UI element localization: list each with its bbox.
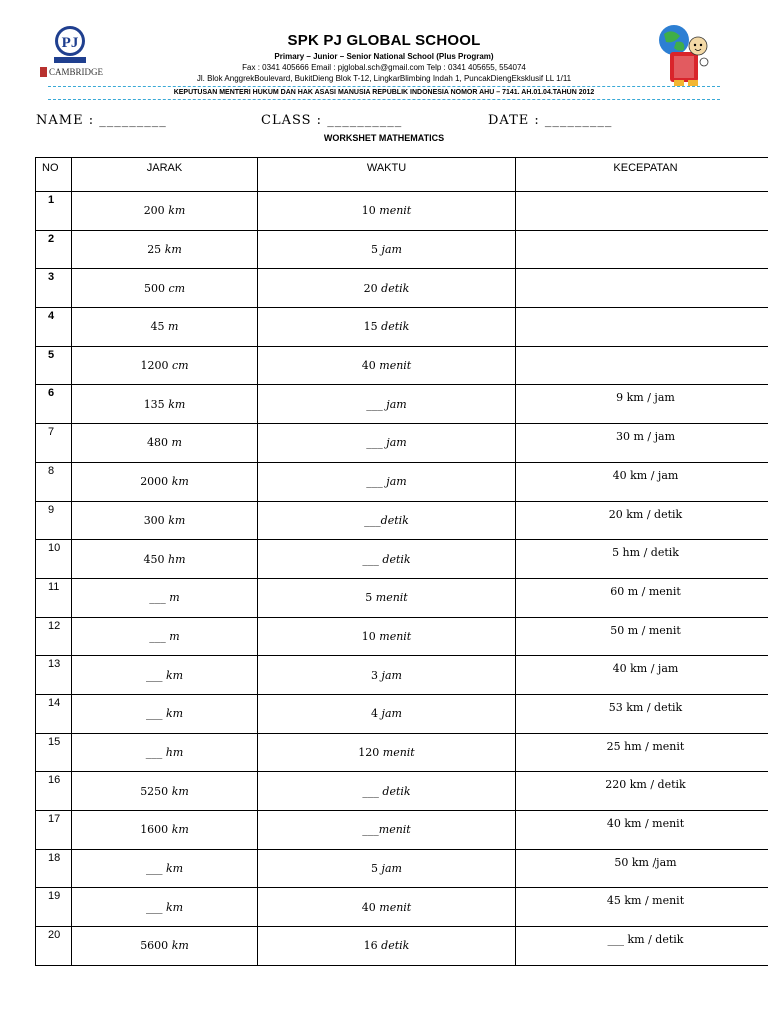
- school-contact: Fax : 0341 405666 Email : pjglobal.sch@gmail.com Telp : 0341 405655, 554074: [242, 63, 526, 72]
- jarak-unit: km: [164, 243, 182, 257]
- jarak-value: 480: [147, 436, 172, 450]
- waktu-cell[interactable]: [258, 230, 516, 269]
- row-number: 10: [36, 540, 72, 579]
- waktu-value: ___: [362, 552, 383, 566]
- jarak-unit: cm: [171, 359, 189, 373]
- jarak-value: 5250: [140, 784, 172, 798]
- waktu-unit: jam: [381, 243, 402, 257]
- jarak-unit: km: [171, 823, 189, 837]
- worksheet-rows: [36, 192, 768, 966]
- table-row: [36, 269, 768, 308]
- class-field[interactable]: CLASS : __________: [261, 113, 403, 128]
- waktu-value: 4: [371, 707, 382, 721]
- jarak-unit: cm: [168, 281, 186, 295]
- waktu-value: ___: [362, 784, 383, 798]
- jarak-value: ___: [149, 591, 170, 605]
- waktu-cell[interactable]: [258, 578, 516, 617]
- waktu-value: 120: [358, 745, 383, 759]
- table-row: [36, 811, 768, 850]
- waktu-value: 5: [371, 243, 382, 257]
- waktu-cell[interactable]: [258, 772, 516, 811]
- waktu-value: ___: [366, 436, 387, 450]
- header-jarak: JARAK: [72, 158, 258, 192]
- waktu-cell[interactable]: [258, 927, 516, 966]
- decree-text: KEPUTUSAN MENTERI HUKUM DAN HAK ASASI MANUSIA REPUBLIK INDONESIA NOMOR AHU – 7141. AH.01.04.TAHUN 2012: [173, 89, 595, 96]
- school-program: Primary – Junior – Senior National School (Plus Program): [274, 52, 494, 61]
- waktu-value: 10: [361, 629, 380, 643]
- jarak-value: 1200: [140, 359, 172, 373]
- kecepatan-cell[interactable]: 45 km / menit: [516, 888, 768, 927]
- jarak-cell[interactable]: [72, 385, 258, 424]
- kecepatan-cell[interactable]: [516, 308, 768, 347]
- jarak-unit: km: [168, 397, 186, 411]
- waktu-cell[interactable]: [258, 694, 516, 733]
- jarak-cell[interactable]: [72, 656, 258, 695]
- waktu-cell[interactable]: [258, 540, 516, 579]
- waktu-unit: menit: [378, 823, 411, 837]
- waktu-value: 3: [371, 668, 382, 682]
- waktu-unit: jam: [386, 475, 407, 489]
- header-divider-bottom: [48, 99, 720, 100]
- waktu-cell[interactable]: [258, 501, 516, 540]
- school-logo: [40, 24, 118, 86]
- row-number: 7: [36, 424, 72, 463]
- jarak-cell[interactable]: [72, 733, 258, 772]
- jarak-unit: km: [171, 784, 189, 798]
- table-row: [36, 927, 768, 966]
- waktu-cell[interactable]: [258, 462, 516, 501]
- waktu-unit: jam: [386, 436, 407, 450]
- table-row: [36, 733, 768, 772]
- jarak-cell[interactable]: [72, 772, 258, 811]
- header-divider-top: [48, 86, 720, 87]
- kecepatan-cell[interactable]: 50 m / menit: [516, 617, 768, 656]
- waktu-cell[interactable]: [258, 849, 516, 888]
- waktu-unit: menit: [379, 204, 412, 218]
- table-row: [36, 501, 768, 540]
- waktu-unit: jam: [386, 397, 407, 411]
- waktu-value: 5: [371, 862, 382, 876]
- waktu-unit: detik: [380, 513, 409, 527]
- table-row: [36, 346, 768, 385]
- waktu-unit: menit: [375, 591, 408, 605]
- row-number: 15: [36, 733, 72, 772]
- kecepatan-cell[interactable]: 53 km / detik: [516, 694, 768, 733]
- kecepatan-cell[interactable]: 60 m / menit: [516, 578, 768, 617]
- jarak-cell[interactable]: [72, 849, 258, 888]
- row-number: 4: [36, 308, 72, 347]
- waktu-unit: menit: [379, 359, 412, 373]
- table-row: [36, 192, 768, 231]
- jarak-value: ___: [145, 745, 166, 759]
- row-number: 18: [36, 849, 72, 888]
- jarak-value: 45: [150, 320, 169, 334]
- jarak-unit: km: [171, 475, 189, 489]
- jarak-cell[interactable]: [72, 424, 258, 463]
- waktu-cell[interactable]: [258, 192, 516, 231]
- jarak-value: 135: [143, 397, 169, 411]
- jarak-value: 5600: [140, 939, 172, 953]
- kecepatan-cell[interactable]: 220 km / detik: [516, 772, 768, 811]
- row-number: 11: [36, 578, 72, 617]
- waktu-cell[interactable]: [258, 617, 516, 656]
- table-row: [36, 849, 768, 888]
- table-row: [36, 578, 768, 617]
- jarak-cell[interactable]: [72, 694, 258, 733]
- kecepatan-cell[interactable]: [516, 192, 768, 231]
- row-number: 6: [36, 385, 72, 424]
- kecepatan-cell[interactable]: 30 m / jam: [516, 424, 768, 463]
- header-no: NO: [36, 158, 72, 192]
- waktu-value: 40: [361, 359, 380, 373]
- table-row: [36, 888, 768, 927]
- jarak-value: 450: [143, 552, 168, 566]
- waktu-unit: jam: [381, 862, 402, 876]
- jarak-unit: m: [171, 436, 182, 450]
- kecepatan-cell[interactable]: 25 hm / menit: [516, 733, 768, 772]
- jarak-unit: km: [165, 668, 184, 682]
- jarak-cell[interactable]: [72, 540, 258, 579]
- name-field[interactable]: NAME : _________: [36, 113, 167, 128]
- kecepatan-cell[interactable]: 9 km / jam: [516, 385, 768, 424]
- row-number: 19: [36, 888, 72, 927]
- waktu-value: 10: [361, 204, 380, 218]
- jarak-value: 25: [147, 243, 165, 257]
- jarak-unit: m: [169, 591, 180, 605]
- kecepatan-cell[interactable]: 40 km / menit: [516, 811, 768, 850]
- waktu-unit: detik: [382, 784, 411, 798]
- kecepatan-cell[interactable]: [516, 230, 768, 269]
- table-row: [36, 772, 768, 811]
- kecepatan-cell[interactable]: [516, 346, 768, 385]
- waktu-cell[interactable]: [258, 308, 516, 347]
- jarak-value: ___: [145, 900, 166, 914]
- waktu-unit: detik: [382, 552, 411, 566]
- jarak-unit: km: [168, 204, 186, 218]
- waktu-unit: menit: [379, 629, 412, 643]
- jarak-value: 200: [143, 204, 169, 218]
- waktu-unit: jam: [381, 668, 402, 682]
- kecepatan-cell[interactable]: ___ km / detik: [516, 927, 768, 966]
- jarak-cell[interactable]: [72, 578, 258, 617]
- waktu-unit: detik: [381, 939, 410, 953]
- jarak-cell[interactable]: [72, 230, 258, 269]
- jarak-value: ___: [149, 629, 170, 643]
- waktu-value: 15: [363, 320, 382, 334]
- date-field[interactable]: DATE : _________: [488, 113, 613, 128]
- waktu-cell[interactable]: [258, 888, 516, 927]
- mascot-logo: [652, 22, 716, 88]
- jarak-cell[interactable]: [72, 888, 258, 927]
- school-header: [140, 30, 628, 83]
- waktu-cell[interactable]: [258, 733, 516, 772]
- kecepatan-cell[interactable]: 50 km /jam: [516, 849, 768, 888]
- waktu-cell[interactable]: [258, 269, 516, 308]
- logo-text: PJ: [61, 35, 79, 51]
- table-row: [36, 462, 768, 501]
- table-row: [36, 385, 768, 424]
- jarak-unit: m: [168, 320, 179, 334]
- jarak-cell[interactable]: [72, 811, 258, 850]
- header-waktu: WAKTU: [258, 158, 516, 192]
- kecepatan-cell[interactable]: [516, 269, 768, 308]
- jarak-cell[interactable]: [72, 308, 258, 347]
- row-number: 13: [36, 656, 72, 695]
- jarak-unit: km: [165, 707, 184, 721]
- jarak-value: ___: [145, 862, 166, 876]
- kecepatan-cell[interactable]: 40 km / jam: [516, 462, 768, 501]
- jarak-value: 1600: [140, 823, 172, 837]
- jarak-unit: km: [165, 862, 184, 876]
- waktu-unit: detik: [381, 320, 410, 334]
- jarak-value: ___: [145, 668, 166, 682]
- jarak-cell[interactable]: [72, 192, 258, 231]
- table-row: [36, 540, 768, 579]
- jarak-cell[interactable]: [72, 462, 258, 501]
- table-row: [36, 656, 768, 695]
- waktu-value: 20: [363, 281, 382, 295]
- jarak-unit: hm: [167, 552, 186, 566]
- jarak-unit: km: [165, 900, 184, 914]
- waktu-cell[interactable]: [258, 656, 516, 695]
- table-row: [36, 230, 768, 269]
- jarak-unit: hm: [165, 745, 184, 759]
- jarak-unit: m: [169, 629, 180, 643]
- table-header-row: [36, 158, 768, 192]
- kecepatan-cell[interactable]: 20 km / detik: [516, 501, 768, 540]
- jarak-value: 500: [143, 281, 169, 295]
- waktu-cell[interactable]: [258, 346, 516, 385]
- row-number: 16: [36, 772, 72, 811]
- jarak-cell[interactable]: [72, 501, 258, 540]
- waktu-unit: menit: [382, 745, 415, 759]
- waktu-cell[interactable]: [258, 811, 516, 850]
- waktu-unit: menit: [379, 900, 412, 914]
- row-number: 3: [36, 269, 72, 308]
- row-number: 5: [36, 346, 72, 385]
- school-name: SPK PJ GLOBAL SCHOOL: [287, 32, 481, 49]
- waktu-value: ___: [362, 823, 379, 837]
- waktu-value: ___: [364, 513, 381, 527]
- jarak-cell[interactable]: [72, 269, 258, 308]
- jarak-value: ___: [145, 707, 166, 721]
- table-row: [36, 308, 768, 347]
- table-row: [36, 424, 768, 463]
- table-row: [36, 617, 768, 656]
- jarak-cell[interactable]: [72, 617, 258, 656]
- jarak-cell[interactable]: [72, 927, 258, 966]
- waktu-value: ___: [366, 397, 387, 411]
- jarak-cell[interactable]: [72, 346, 258, 385]
- row-number: 1: [36, 192, 72, 231]
- row-number: 12: [36, 617, 72, 656]
- header-kecepatan: KECEPATAN: [516, 158, 768, 192]
- waktu-value: 40: [361, 900, 380, 914]
- jarak-value: 300: [143, 513, 169, 527]
- table-row: [36, 694, 768, 733]
- row-number: 20: [36, 927, 72, 966]
- school-address: Jl. Blok AnggrekBoulevard, BukitDieng Blok T-12, LingkarBlimbing Indah 1, PuncakDiengEksklusif LL 1/11: [196, 74, 572, 83]
- worksheet-title: WORKSHET MATHEMATICS: [323, 133, 445, 143]
- waktu-unit: jam: [381, 707, 402, 721]
- row-number: 14: [36, 694, 72, 733]
- jarak-unit: km: [168, 513, 186, 527]
- cambridge-text: CAMBRIDGE: [49, 67, 104, 77]
- jarak-value: 2000: [140, 475, 172, 489]
- waktu-cell[interactable]: [258, 424, 516, 463]
- waktu-value: 16: [363, 939, 382, 953]
- row-number: 17: [36, 811, 72, 850]
- waktu-value: ___: [366, 475, 387, 489]
- waktu-value: 5: [365, 591, 376, 605]
- waktu-unit: detik: [381, 281, 410, 295]
- jarak-unit: km: [171, 939, 189, 953]
- kecepatan-cell[interactable]: 40 km / jam: [516, 656, 768, 695]
- row-number: 2: [36, 230, 72, 269]
- row-number: 8: [36, 462, 72, 501]
- worksheet-table: [35, 157, 768, 966]
- waktu-cell[interactable]: [258, 385, 516, 424]
- row-number: 9: [36, 501, 72, 540]
- kecepatan-cell[interactable]: 5 hm / detik: [516, 540, 768, 579]
